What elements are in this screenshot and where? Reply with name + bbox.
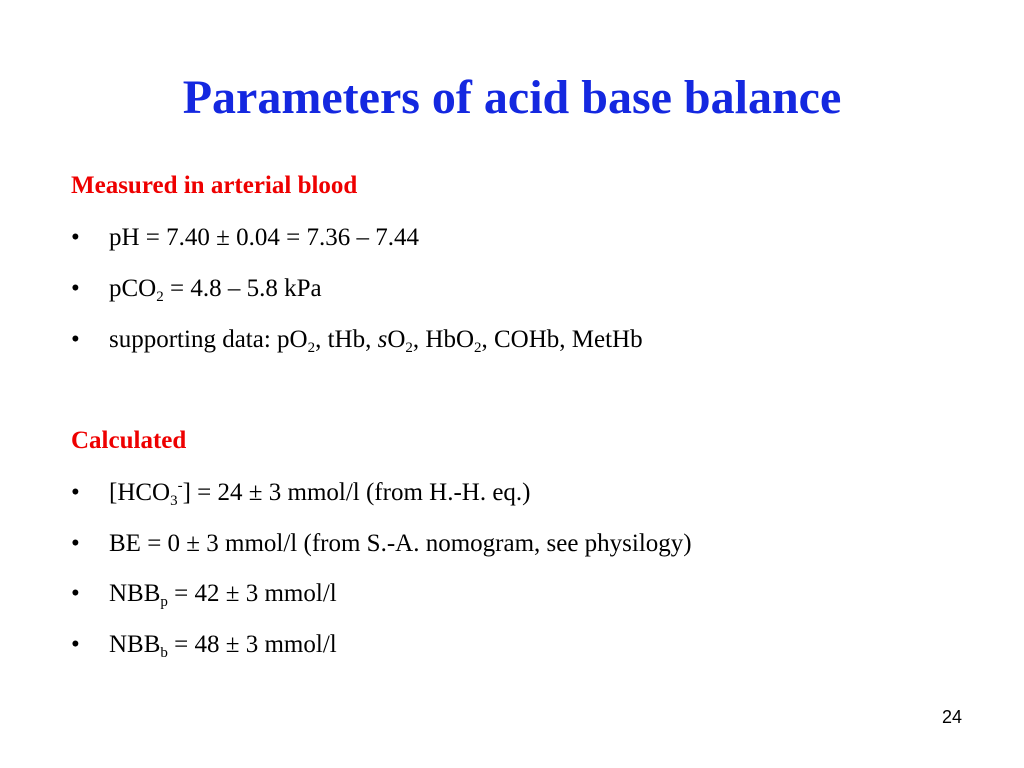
bullet-icon: •	[71, 530, 80, 557]
list-item-text: O	[387, 326, 406, 353]
list-item-be	[71, 528, 692, 560]
calculated-heading: Calculated	[71, 427, 187, 454]
bullet-icon: •	[71, 224, 80, 251]
measured-heading: Measured in arterial blood	[71, 172, 358, 199]
subscript: 2	[405, 340, 413, 356]
subscript: p	[160, 594, 168, 610]
list-item-text: [HCO	[109, 479, 171, 506]
list-item-ph	[71, 222, 419, 254]
slide-title: Parameters of acid base balance	[182, 71, 842, 124]
bullet-icon: •	[71, 326, 80, 353]
list-item-text: = 42 ± 3 mmol/l	[167, 580, 337, 607]
list-item-text: , tHb,	[315, 326, 378, 353]
bullet-icon: •	[71, 275, 80, 302]
list-item-text: BE = 0 ± 3 mmol/l (from S.-A. nomogram, see physilogy)	[109, 530, 692, 557]
list-item-text: , COHb, MetHb	[481, 326, 643, 353]
list-item-hco3	[71, 477, 531, 509]
list-item-text: supporting data: pO	[109, 326, 308, 353]
list-item-pco2	[71, 273, 322, 305]
list-item-text: ] = 24 ± 3 mmol/l (from H.-H. eq.)	[182, 479, 531, 506]
subscript: 2	[307, 340, 316, 356]
list-item-text: = 48 ± 3 mmol/l	[167, 631, 337, 658]
list-item-supporting-data	[71, 324, 643, 356]
page-number: 24	[941, 707, 962, 727]
superscript: -	[177, 478, 183, 494]
subscript: 3	[170, 493, 178, 509]
italic-text: s	[377, 326, 388, 353]
list-item-text: , HbO	[412, 326, 474, 353]
list-item-text: pCO	[109, 275, 157, 302]
subscript: 2	[156, 289, 164, 305]
list-item-text: NBB	[109, 580, 161, 607]
list-item-text: pH = 7.40 ± 0.04 = 7.36 – 7.44	[109, 224, 419, 251]
list-item-text: NBB	[109, 631, 161, 658]
bullet-icon: •	[71, 479, 80, 506]
list-item-text: = 4.8 – 5.8 kPa	[163, 275, 322, 302]
bullet-icon: •	[71, 580, 80, 607]
subscript: 2	[474, 340, 482, 356]
bullet-icon: •	[71, 631, 80, 658]
list-item-nbbp	[71, 578, 337, 610]
subscript: b	[160, 645, 168, 661]
list-item-nbbb	[71, 629, 337, 661]
